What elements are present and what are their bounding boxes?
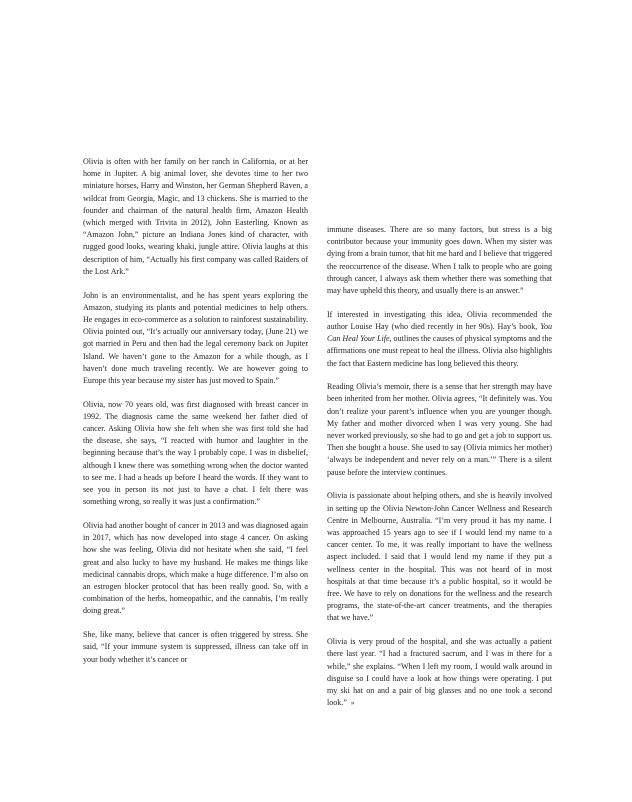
paragraph-family-ranch: Olivia is often with her family on her ranch in California, or at her home in Jupiter. A big animal lover, she devotes time to her two miniature horses, Harry and Winston, her German Shepherd Raven, a wildcat from Georgia, Magic, and 13 chickens. She is married to the founder and chairman of the natural health firm, Amazon Health (which merged with Trivita in 2012), John Easterling. Known as “Amazon John,” picture an Indiana Jones kind of character, with rugged good looks, wearing khaki, jungle attire. Olivia laughs at this description of him, “Actually his first company was called Raiders of the Lost Ark.” xyxy=(83,157,308,276)
paragraph-hospital-patient xyxy=(327,636,552,709)
paragraph-louise-hay xyxy=(327,309,552,370)
left-text-column xyxy=(83,156,308,666)
paragraph-stage-4: Olivia had another bought of cancer in 2013 and was diagnosed again in 2017, which has now developed into stage 4 cancer. On asking how she was feeling, Olivia did not hesitate when she said, “I feel great and also lucky to have my husband. He makes me things like medicinal cannabis drops, which make a huge difference. I’m also on an estrogen blocker protocol that has been really good. So, with a combination of the herbs, homeopathic, and the cannabis, I’m really doing great.” xyxy=(83,520,308,616)
louise-hay-text-before: If interested in investigating this idea, Olivia recommended the author Louise Hay (who died recently in her 90s). Hay’s book, xyxy=(327,309,552,331)
paragraph-first-diagnosis: Olivia, now 70 years old, was first diagnosed with breast cancer in 1992. The diagnosis came the same weekend her father died of cancer. Asking Olivia how she felt when she was first told she had the disease, she says, “I reacted with humor and laughter in the beginning because that’s the way I probably cope. I was in disbelief, although I knew there was something wrong when the doctor wanted to see me. I had a heads up before I heard the words. If they want to see you in person its not just to have a chat. I felt there was something wrong, so really it was just a confirmation.” xyxy=(83,399,308,507)
continue-mark: » xyxy=(350,699,355,708)
paragraph-cancer-centre: Olivia is passionate about helping others, and she is heavily involved in setting up the Olivia Newton-John Cancer Wellness and Research Centre in Melbourne, Australia. “I’m very proud it has my name. I was approached 15 years ago to see if I would lend my name to a cancer center. To me, it was really important to have the wellness aspect included. I said that I would lend my name if they put a wellness center in the hospital. This was not heard of in most hospitals at that time because it’s a public hospital, so it would be free. We have to rely on donations for the wellness and the research programs, the state-of-the-art cancer treatments, and the therapies that we have.” xyxy=(327,491,552,623)
paragraph-john-environmentalist: John is an environmentalist, and he has spent years exploring the Amazon, studying its plants and potential medicines to help others. He engages in eco-commerce as a solution to rainforest sustainability. Olivia pointed out, “It’s actually our anniversary today, (June 21) we got married in Peru and then had the legal ceremony back on Jupiter Island. We haven’t gone to the Amazon for a while though, as I haven’t done much traveling recently. We are however going to Europe this year because my sister has just moved to Spain.” xyxy=(83,290,308,385)
paragraph-stress-trigger: She, like many, believe that cancer is often triggered by stress. She said, “If your immune system is suppressed, illness can take off in your body whether it’s cancer or xyxy=(83,630,308,664)
paragraph-mother-strength: Reading Olivia’s memoir, there is a sense that her strength may have been inherited from her mother. Olivia agrees, “It definitely was. You don’t realize your parent’s influence when you are younger though. My father and mother divorced when I was very young. She had never worked previously, so she had to go and get a job to support us. Then she bought a house. She used to say (Olivia mimics her mother) ‘always be independent and never rely on a man.’” There is a silent pause before the interview continues. xyxy=(327,382,552,477)
paragraph-immune-diseases: immune diseases. There are so many factors, but stress is a big contributor because your immunity goes down. When my sister was dying from a brain tumor, that hit me hard and I believe that triggered the reoccurrence of the disease. When I talk to people who are going through cancer, I always ask them whether there was something that may have upheld this theory, and usually there is an answer.” xyxy=(327,225,552,296)
book-title: You Can Heal Your Life xyxy=(327,321,552,344)
louise-hay-text-after: , outlines the causes of physical symptoms and the affirmations one must repeat to heal the illness. Olivia also highlights the fact that Eastern medicine has long believed this theory. xyxy=(327,334,553,368)
right-text-column xyxy=(327,224,552,709)
hospital-patient-text: Olivia is very proud of the hospital, and she was actually a patient there last year. “I had a fractured sacrum, and I was in there for a while,” she explains. “When I left my room, I would walk around in disguise so I could have a look at how things were operating. I put my ski hat on and a pair of big glasses and no one took a second look.” xyxy=(327,637,552,708)
